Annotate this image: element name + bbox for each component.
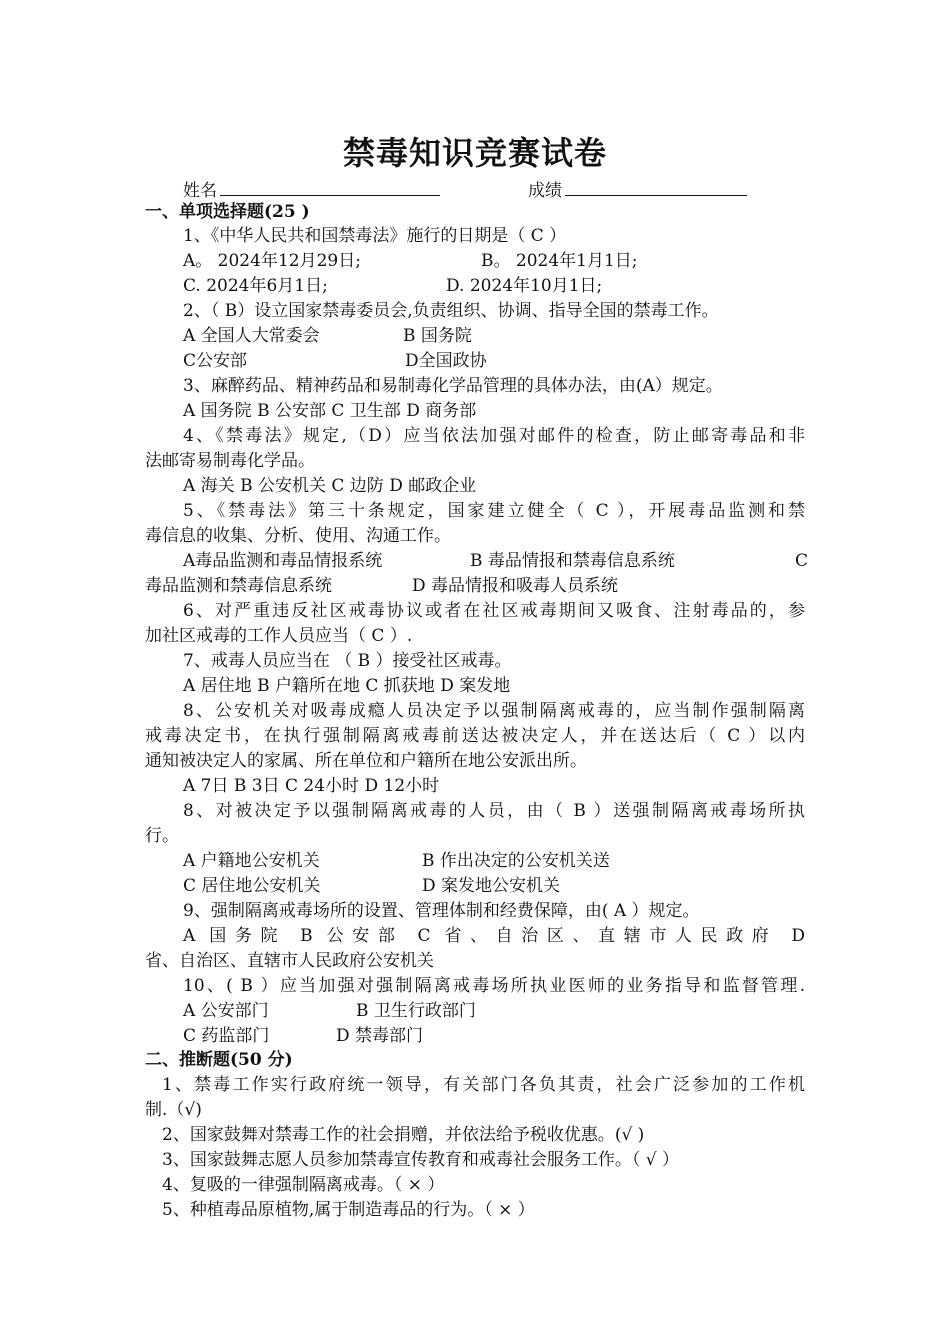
option-line: A 海关 B 公安机关 C 边防 D 邮政企业 — [183, 476, 477, 496]
option-line: A 户籍地公安机关 — [183, 851, 320, 871]
question-line: 行。 — [145, 826, 179, 846]
statement-line: 制.（√) — [145, 1100, 202, 1120]
statement-line: 4、复吸的一律强制隔离戒毒。（ × ） — [162, 1175, 445, 1195]
option-line: D 案发地公安机关 — [422, 876, 561, 896]
option-line: A 7日 B 3日 C 24小时 D 12小时 — [183, 776, 440, 796]
score-label: 成绩 — [528, 181, 562, 201]
option-line: C 药监部门 — [183, 1026, 270, 1046]
option-line: B 卫生行政部门 — [356, 1001, 476, 1021]
option-line: D. 2024年10月1日; — [446, 276, 603, 296]
option-line: C公安部 — [183, 351, 248, 371]
statement-line: 2、国家鼓舞对禁毒工作的社会捐赠，并依法给予税收优惠。(√ ) — [162, 1125, 645, 1145]
question-line: 戒毒决定书，在执行强制隔离戒毒前送达被决定人，并在送达后（ C ）以内 — [145, 726, 805, 746]
option-line: B 毒品情报和禁毒信息系统 — [470, 551, 675, 571]
statement-line: 1、禁毒工作实行政府统一领导，有关部门各负其责，社会广泛参加的工作机 — [162, 1075, 805, 1095]
question-line: 6、对严重违反社区戒毒协议或者在社区戒毒期间又吸食、注射毒品的，参 — [183, 601, 805, 621]
name-blank-line — [220, 195, 440, 196]
option-line: B 国务院 — [403, 326, 472, 346]
question-line: 8、公安机关对吸毒成瘾人员决定予以强制隔离戒毒的，应当制作强制隔离 — [183, 701, 805, 721]
option-line: B。 2024年1月1日; — [481, 251, 638, 271]
question-line: 法邮寄易制毒化学品。 — [145, 451, 315, 471]
option-line: A 全国人大常委会 — [183, 326, 320, 346]
question-line: 毒信息的收集、分析、使用、沟通工作。 — [145, 526, 451, 546]
question-line: 10、( B ）应当加强对强制隔离戒毒场所执业医师的业务指导和监督管理. — [183, 976, 805, 996]
option-line: A。 2024年12月29日; — [183, 251, 361, 271]
question-line: 4、《禁毒法》规定,（D）应当依法加强对邮件的检查，防止邮寄毒品和非 — [183, 426, 805, 446]
option-line: D 禁毒部门 — [336, 1026, 424, 1046]
question-line: 5、《禁毒法》第三十条规定，国家建立健全（ C ），开展毒品监测和禁 — [183, 501, 805, 521]
option-line: 毒品监测和禁毒信息系统 — [145, 576, 332, 596]
page-title: 禁毒知识竞赛试卷 — [342, 134, 607, 172]
statement-line: 5、种植毒品原植物,属于制造毒品的行为。（ × ） — [162, 1200, 535, 1220]
option-line: D全国政协 — [405, 351, 487, 371]
name-label: 姓名 — [183, 181, 217, 201]
option-line: C — [795, 551, 809, 571]
question-line: 2、（ B）设立国家禁毒委员会,负责组织、协调、指导全国的禁毒工作。 — [183, 301, 719, 321]
statement-line: 3、国家鼓舞志愿人员参加禁毒宣传教育和戒毒社会服务工作。（ √ ） — [162, 1150, 679, 1170]
option-line: B 作出决定的公安机关送 — [422, 851, 610, 871]
option-line: A毒品监测和毒品情报系统 — [183, 551, 383, 571]
question-line: 7、戒毒人员应当在 （ B ）接受社区戒毒。 — [183, 651, 512, 671]
question-line: 1、《中华人民共和国禁毒法》施行的日期是（ C ） — [183, 226, 567, 246]
option-line: C. 2024年6月1日; — [183, 276, 328, 296]
option-line: A 国务院 B 公安部 C 省、自治区、直辖市人民政府 D — [183, 926, 805, 946]
option-line: A 公安部门 — [183, 1001, 269, 1021]
name-score-bar — [0, 176, 950, 200]
section-heading: 一、单项选择题(25 ) — [145, 202, 310, 222]
question-line: 3、麻醉药品、精神药品和易制毒化学品管理的具体办法，由(A）规定。 — [183, 376, 723, 396]
option-line: D 毒品情报和吸毒人员系统 — [412, 576, 619, 596]
question-line: 9、强制隔离戒毒场所的设置、管理体制和经费保障，由( A ）规定。 — [183, 901, 700, 921]
question-line: 通知被决定人的家属、所在单位和户籍所在地公安派出所。 — [145, 751, 587, 771]
score-blank-line — [565, 195, 747, 196]
option-line: A 居住地 B 户籍所在地 C 抓获地 D 案发地 — [183, 676, 511, 696]
option-line: A 国务院 B 公安部 C 卫生部 D 商务部 — [183, 401, 477, 421]
question-line: 加社区戒毒的工作人员应当（ C ）. — [145, 626, 413, 646]
option-line: C 居住地公安机关 — [183, 876, 321, 896]
section-heading: 二、推断题(50 分) — [145, 1050, 293, 1070]
question-line: 8、对被决定予以强制隔离戒毒的人员，由（ B ）送强制隔离戒毒场所执 — [183, 801, 805, 821]
option-line: 省、自治区、直辖市人民政府公安机关 — [145, 951, 434, 971]
